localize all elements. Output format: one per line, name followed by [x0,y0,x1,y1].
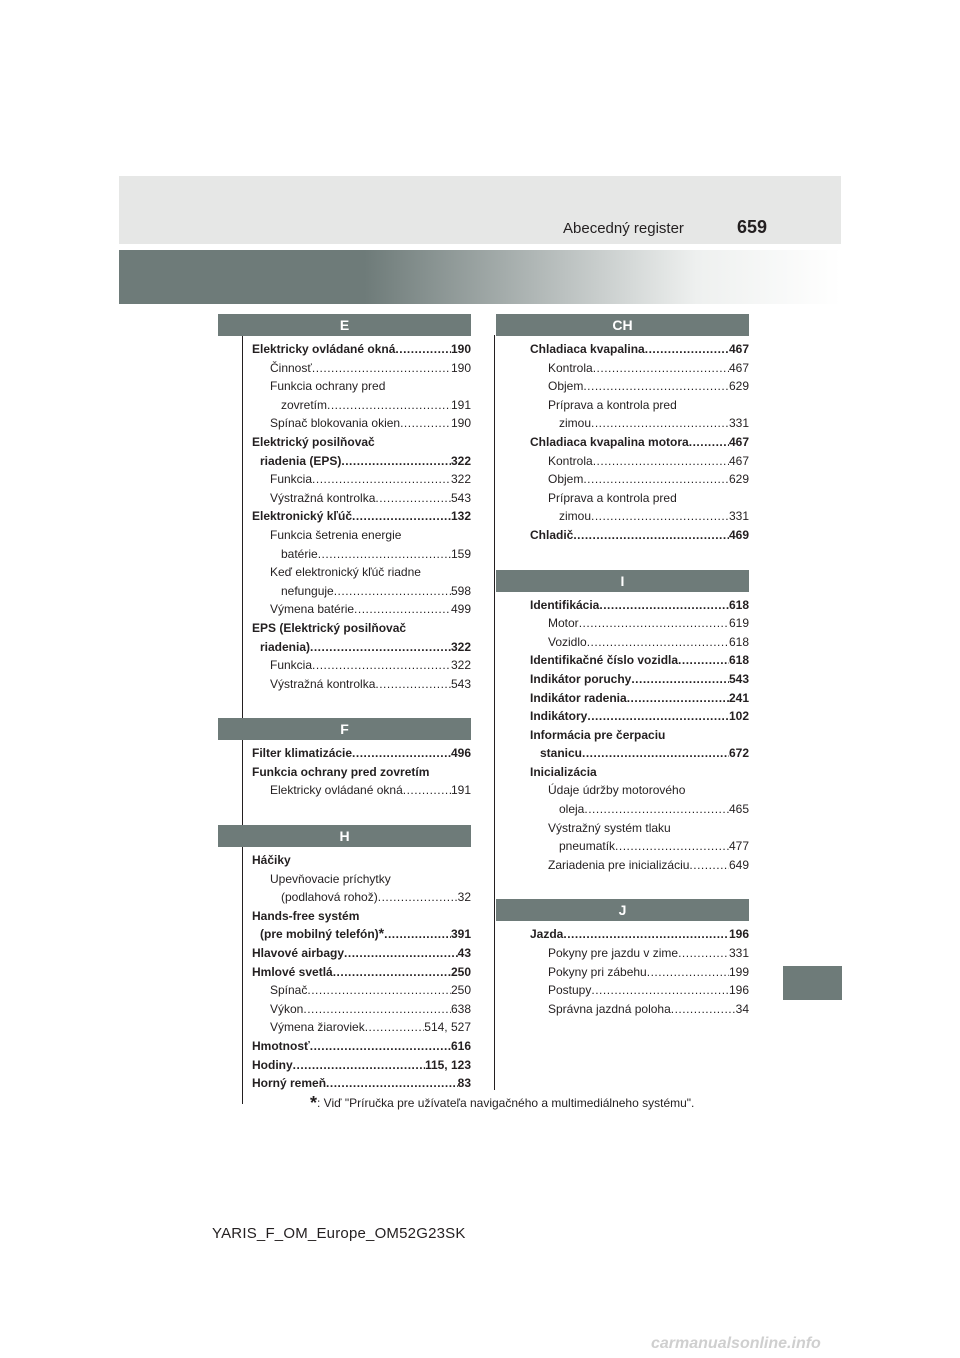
index-entry: Spínač ..... 250 [252,981,471,1000]
index-entry: Hlavové airbagy ..... 43 [252,944,471,963]
section-h-entries [218,847,471,1105]
index-entry: Spínač blokovania okien ..... 190 [252,414,471,433]
index-entry: Pokyny pre jazdu v zime ..... 331 [530,944,749,963]
index-entry: Chladič ..... 469 [530,526,749,545]
index-entry: Výkon ..... 638 [252,1000,471,1019]
index-entry: zovretím ..... 191 [252,396,471,415]
index-entry: Funkcia ..... 322 [252,656,471,675]
index-entry: stanicu ..... 672 [530,744,749,763]
index-entry: Kontrola ..... 467 [530,359,749,378]
section-header-ch: CH [496,314,749,336]
index-entry: Inicializácia [530,764,597,779]
index-entry: Správna jazdná poloha ..... 34 [530,1000,749,1019]
index-entry: Hmlové svetlá ..... 250 [252,963,471,982]
index-entry: Kontrola ..... 467 [530,452,749,471]
section-i-entries [496,592,749,887]
section-e-entries [218,336,471,705]
index-entry: Činnosť ..... 190 [252,359,471,378]
index-entry: Príprava a kontrola pred [548,397,677,412]
index-entry: Postupy ..... 196 [530,981,749,1000]
index-entry: Príprava a kontrola pred [548,490,677,505]
index-entry: Výstražný systém tlaku [548,820,671,835]
index-entry: Informácia pre čerpaciu [530,727,666,742]
index-entry: Výmena žiaroviek ..... 514, 527 [252,1018,471,1037]
index-entry: Zariadenia pre inicializáciu ..... 649 [530,856,749,875]
index-entry: batérie ..... 159 [252,545,471,564]
footnote [310,1093,694,1114]
index-entry: zimou ..... 331 [530,414,749,433]
page-number: 659 [737,217,768,237]
footnote-marker: * [310,1093,318,1113]
index-entry: riadenia) ..... 322 [252,638,471,657]
index-entry: riadenia (EPS) ..... 322 [252,452,471,471]
index-entry: Filter klimatizácie ..... 496 [252,744,471,763]
index-entry: Elektricky ovládané okná ..... 191 [252,781,471,800]
index-entry: EPS (Elektrický posilňovač [252,620,407,635]
index-entry: nefunguje ..... 598 [252,582,471,601]
chapter-side-tab [783,966,842,1000]
index-entry: Funkcia ochrany pred [270,379,386,394]
section-header-e: E [218,314,471,336]
index-column-right [496,314,749,1030]
index-entry: Hmotnosť ..... 616 [252,1037,471,1056]
header-bar [119,176,841,244]
index-entry: Chladiaca kvapalina ..... 467 [530,340,749,359]
document-code: YARIS_F_OM_Europe_OM52G23SK [212,1225,466,1242]
index-entry: Háčiky [252,853,291,868]
section-header-h: H [218,825,471,847]
column-divider [494,335,495,1090]
index-entry: Funkcia ..... 322 [252,470,471,489]
index-entry: (pre mobilný telefón) * ..... 391 [252,925,471,944]
index-entry: Keď elektronický kľúč riadne [270,565,421,580]
index-entry: Hodiny ..... 115, 123 [252,1056,471,1075]
index-entry: Identifikácia ..... 618 [530,596,749,615]
index-entry: Výmena batérie ..... 499 [252,600,471,619]
index-entry: Objem ..... 629 [530,377,749,396]
section-title: Abecedný register [563,220,684,237]
index-entry: oleja ..... 465 [530,800,749,819]
section-ch-entries [496,336,749,557]
section-f-entries [218,740,471,812]
index-entry: Elektricky ovládané okná ..... 190 [252,340,471,359]
index-entry: Funkcia ochrany pred zovretím [252,764,430,779]
index-entry: Indikátor radenia ..... 241 [530,689,749,708]
index-entry: Objem ..... 629 [530,470,749,489]
index-entry: Údaje údržby motorového [548,783,686,798]
index-entry: Pokyny pri zábehu ..... 199 [530,963,749,982]
index-entry: zimou ..... 331 [530,507,749,526]
index-entry: Jazda ..... 196 [530,925,749,944]
section-header-f: F [218,718,471,740]
section-header-j: J [496,899,749,921]
header-gradient-band [119,250,841,304]
footnote-text: : Viď "Príručka pre užívateľa navigačného a multimediálneho systému". [317,1096,695,1110]
index-entry: Výstražná kontrolka ..... 543 [252,489,471,508]
index-entry: Vozidlo ..... 618 [530,633,749,652]
watermark: carmanualsonline.info [651,1335,821,1352]
index-entry: Chladiaca kvapalina motora ..... 467 [530,433,749,452]
index-entry: Elektrický posilňovač [252,434,375,449]
index-entry: Výstražná kontrolka ..... 543 [252,675,471,694]
index-entry: Motor ..... 619 [530,614,749,633]
index-entry: Horný remeň ..... 83 [252,1074,471,1093]
index-entry: Indikátory ..... 102 [530,707,749,726]
index-entry: (podlahová rohož) ..... 32 [252,888,471,907]
index-entry: Hands-free systém [252,908,360,923]
index-entry: pneumatík ..... 477 [530,837,749,856]
index-entry: Funkcia šetrenia energie [270,527,402,542]
index-entry: Elektronický kľúč ..... 132 [252,507,471,526]
section-header-i: I [496,570,749,592]
section-j-entries [496,921,749,1030]
index-column-left [218,314,471,1105]
index-entry: Upevňovacie príchytky [270,871,391,886]
index-entry: Indikátor poruchy ..... 543 [530,670,749,689]
index-entry: Identifikačné číslo vozidla ..... 618 [530,651,749,670]
